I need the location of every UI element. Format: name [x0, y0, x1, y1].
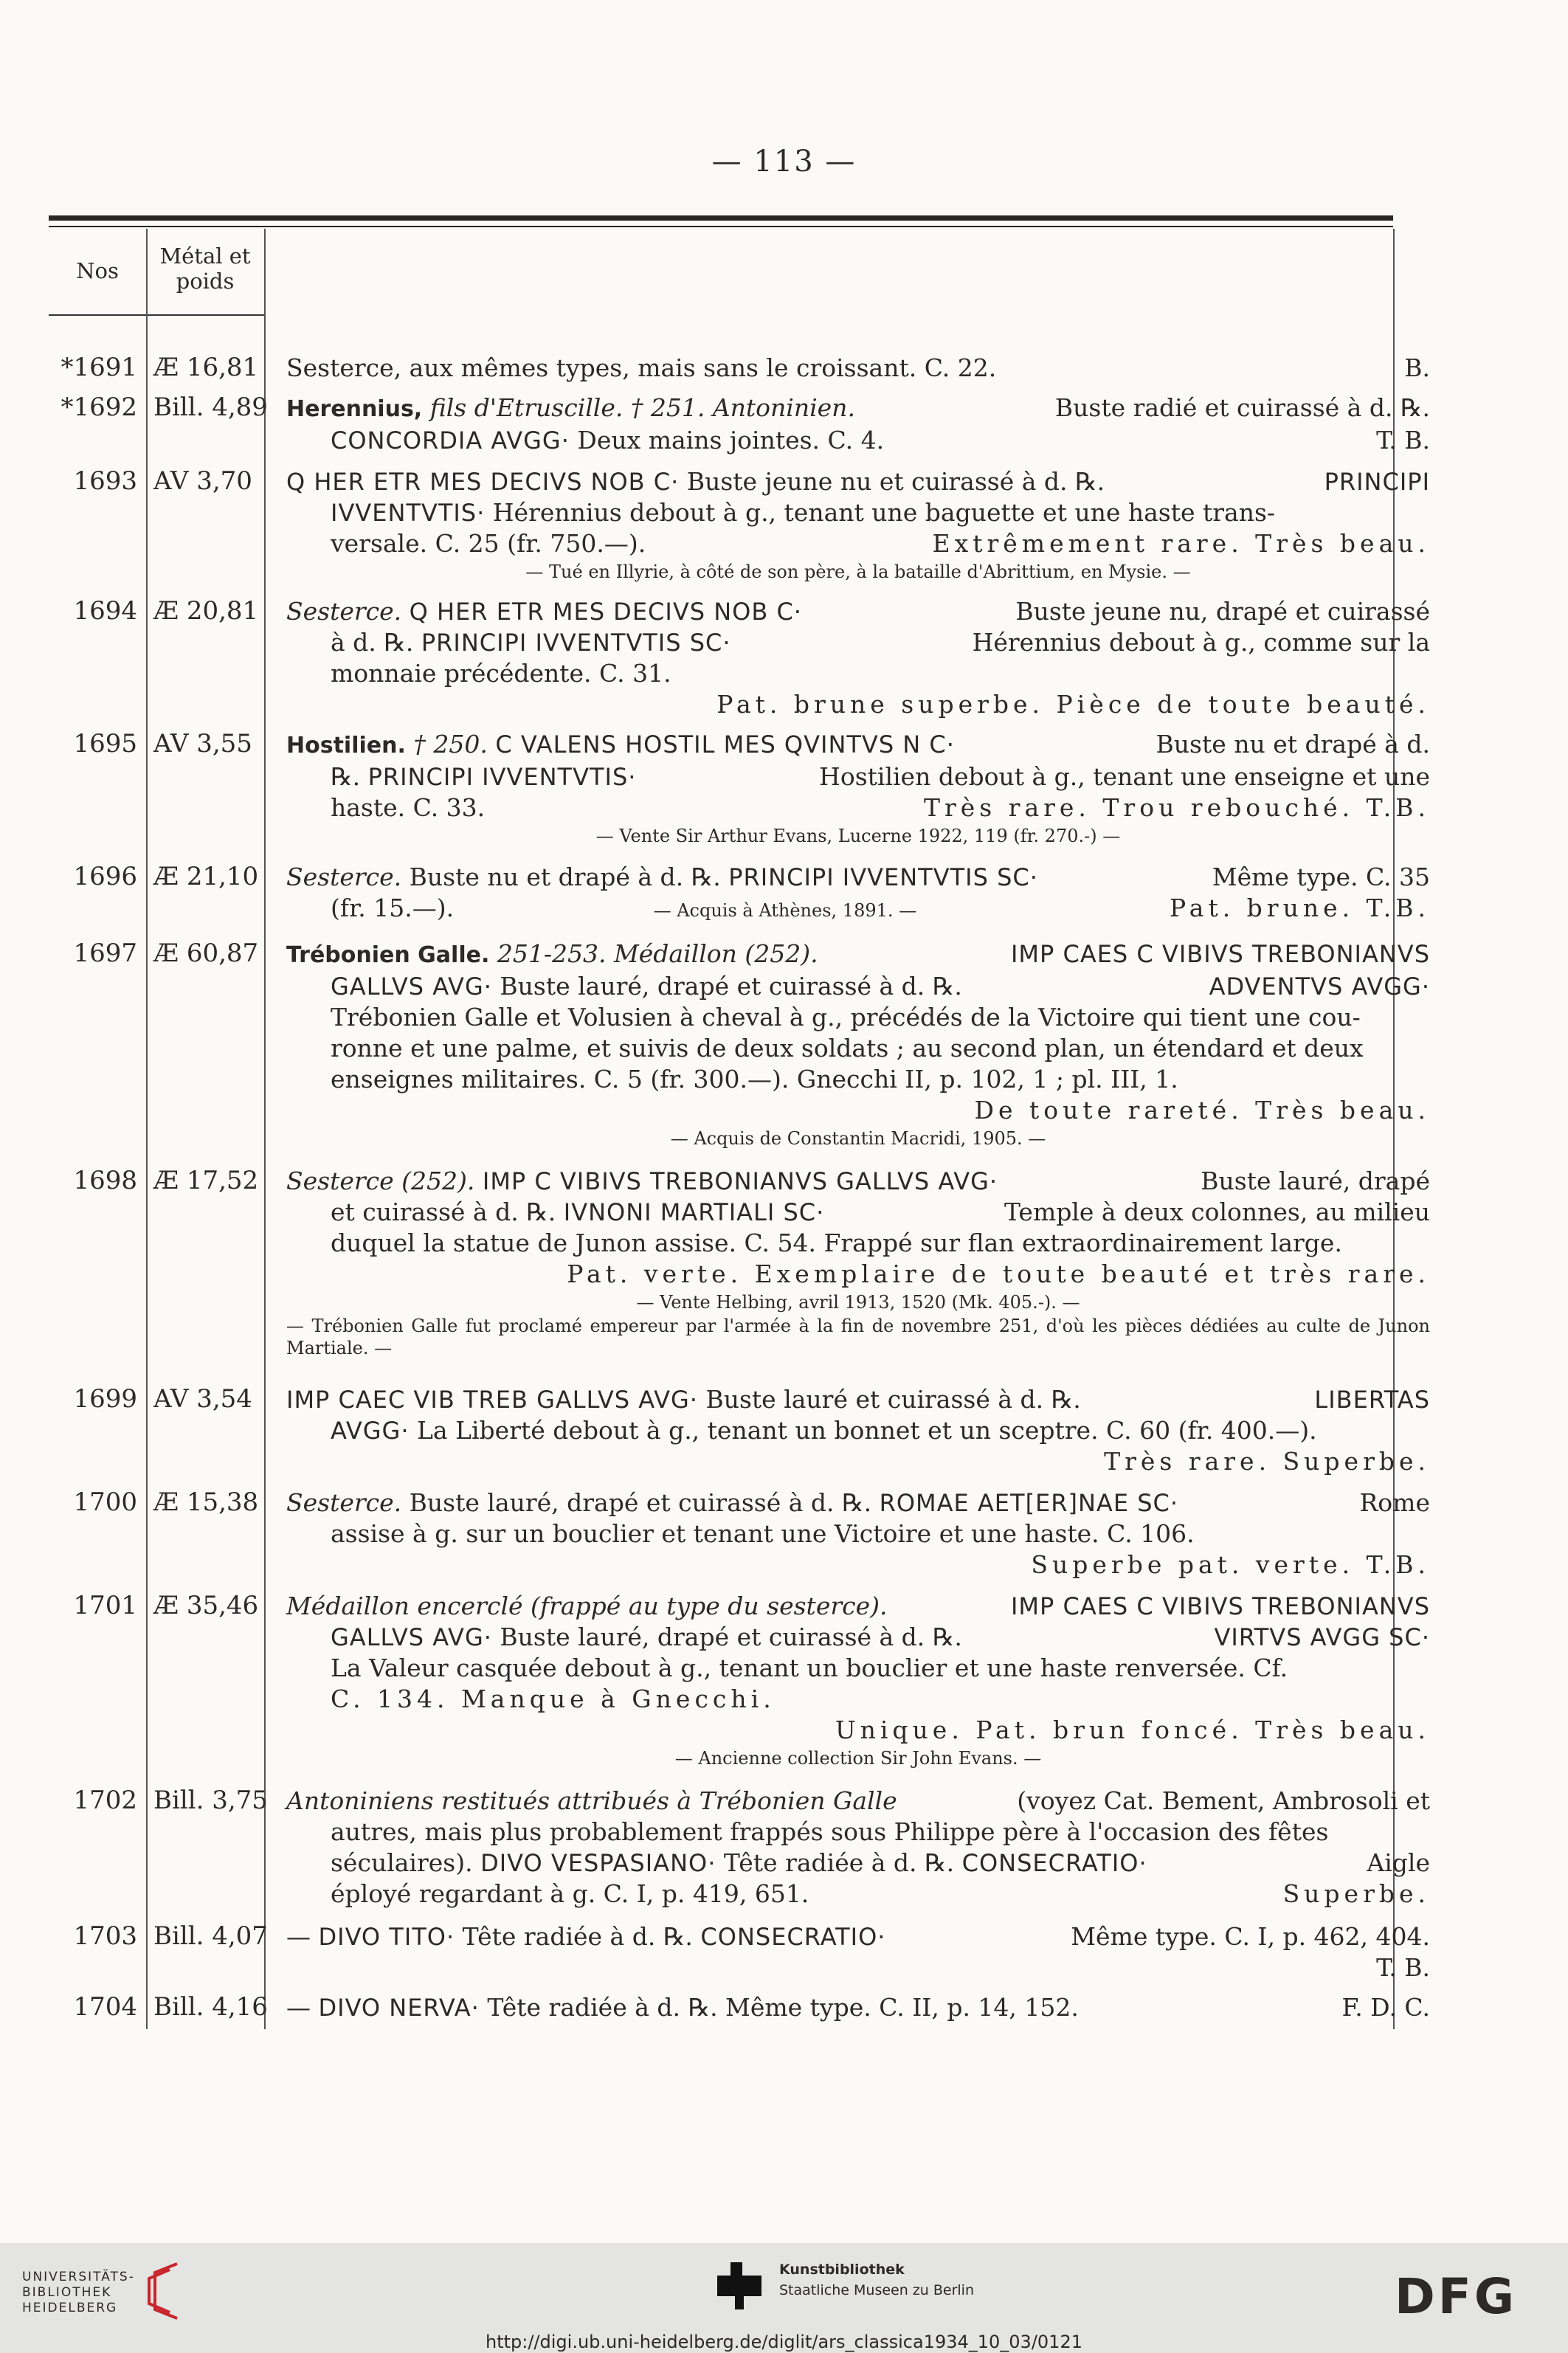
provenance-note: — Ancienne collection Sir John Evans. —	[674, 1748, 1042, 1769]
legend: PRINCIPI IVVENTVTIS·	[367, 763, 637, 791]
desc-text: Tête radiée à d. ℞.	[723, 1848, 955, 1877]
legend: DIVO VESPASIANO·	[480, 1849, 716, 1877]
footer-bar	[0, 2243, 1568, 2353]
legend: PRINCIPI IVVENTVTIS SC·	[728, 863, 1038, 891]
entry-description	[286, 1488, 1430, 1580]
entry-metal: Æ 20,81	[153, 596, 259, 626]
desc-text: assise à g. sur un bouclier et tenant une Victoire et une haste. C. 106.	[331, 1519, 1195, 1548]
desc-text: La Valeur casquée debout à g., tenant un bouclier et une haste renversée. Cf.	[331, 1654, 1288, 1682]
legend: GALLVS AVG·	[331, 1623, 492, 1651]
desc-text: Buste lauré et cuirassé à d. ℞.	[705, 1385, 1081, 1414]
grade: Superbe.	[1282, 1879, 1430, 1908]
grade: Extrêmement rare. Très beau.	[932, 529, 1430, 558]
header-underline	[49, 314, 265, 316]
entry-metal: Æ 35,46	[153, 1591, 259, 1620]
dfg-logo: DFG	[1395, 2268, 1518, 2325]
column-header-metal	[146, 243, 264, 294]
entry-description	[286, 862, 1430, 924]
desc-text: autres, mais plus probablement frappés sous Philippe père à l'occasion des fêtes	[331, 1817, 1329, 1846]
entry-metal: Bill. 3,75	[153, 1786, 268, 1815]
desc-italic: Antoniniens restitués attribués à Trébonien Galle	[286, 1786, 897, 1815]
entry-description	[286, 596, 1430, 720]
entry-metal: Æ 17,52	[153, 1166, 259, 1195]
desc-italic: Sesterce.	[286, 863, 402, 891]
desc-text: (voyez Cat. Bement, Ambrosoli et	[1017, 1786, 1430, 1815]
provenance-note: — Vente Helbing, avril 1913, 1520 (Mk. 405.-). —	[636, 1292, 1080, 1313]
desc-italic: fils d'Etruscille. † 251. Antoninien.	[429, 393, 855, 422]
desc-text: —	[286, 1993, 311, 2022]
legend: PRINCIPI	[1324, 468, 1430, 496]
desc-text: Trébonien Galle et Volusien à cheval à g., précédés de la Victoire qui tient une cou-	[331, 1003, 1361, 1032]
desc-text: Buste nu et drapé à d. ℞.	[409, 863, 721, 891]
entry-number: 1701	[73, 1591, 137, 1620]
entry-number: 1699	[73, 1384, 137, 1414]
legend: C VALENS HOSTIL MES QVINTVS N C·	[495, 730, 955, 759]
desc-text: Aigle	[1367, 1848, 1430, 1877]
header-rule-thin	[49, 226, 1393, 227]
entry-description	[286, 939, 1430, 1151]
entry-metal: Bill. 4,89	[153, 393, 268, 422]
entry-number: 1696	[73, 862, 137, 891]
desc-text: Buste lauré, drapé et cuirassé à d. ℞.	[500, 1623, 962, 1651]
entry-number: 1703	[73, 1921, 137, 1951]
desc-text: (fr. 15.—).	[331, 894, 455, 922]
column-divider	[146, 229, 148, 2029]
desc-text: Rome	[1359, 1488, 1430, 1517]
entry-metal: Æ 21,10	[153, 862, 259, 891]
grade: Superbe pat. verte. T.B.	[1031, 1550, 1430, 1579]
grade: Pat. verte. Exemplaire de toute beauté et très rare.	[567, 1260, 1430, 1288]
column-divider	[264, 229, 266, 2029]
legend: ROMAE AET[ER]NAE SC·	[879, 1489, 1179, 1517]
provenance-note: — Vente Sir Arthur Evans, Lucerne 1922, 119 (fr. 270.-) —	[595, 826, 1121, 846]
column-header-metal-line1: Métal et	[159, 243, 251, 269]
ruler-name: Hostilien.	[286, 733, 406, 759]
entry-number: 1698	[73, 1166, 137, 1195]
grade: F. D. C.	[1341, 1993, 1430, 2022]
desc-text: Hérennius debout à g., tenant une baguette et une haste trans-	[492, 498, 1276, 527]
legend: DIVO NERVA·	[318, 1994, 480, 2022]
desc-text: duquel la statue de Junon assise. C. 54. Frappé sur flan extraordinairement large.	[331, 1229, 1342, 1257]
legend: IMP CAES C VIBIVS TREBONIANVS	[1010, 940, 1430, 968]
desc-italic: † 250.	[413, 730, 488, 759]
desc-text: ℞.	[331, 762, 361, 791]
legend: IMP CAEC VIB TREB GALLVS AVG·	[286, 1386, 698, 1414]
desc-text: Hérennius debout à g., comme sur la	[972, 628, 1430, 657]
desc-text: Buste jeune nu et cuirassé à d. ℞.	[686, 467, 1105, 496]
grade: Très rare. Trou rebouché. T.B.	[923, 793, 1430, 822]
provenance-note: — Acquis de Constantin Macridi, 1905. —	[670, 1128, 1046, 1149]
desc-text: éployé regardant à g. C. I, p. 419, 651.	[331, 1879, 809, 1908]
entry-description	[286, 353, 1430, 384]
desc-text: Buste radié et cuirassé à d. ℞.	[1054, 393, 1430, 422]
entry-metal: Æ 60,87	[153, 939, 259, 968]
desc-text: versale. C. 25 (fr. 750.—).	[331, 529, 646, 558]
ruler-name: Trébonien Galle.	[286, 942, 490, 968]
desc-italic: Médaillon encerclé (frappé au type du sesterce).	[286, 1592, 888, 1620]
desc-italic: Sesterce.	[286, 1488, 402, 1517]
entry-number: 1694	[73, 596, 137, 626]
kb-subtitle: Staatliche Museen zu Berlin	[779, 2282, 975, 2298]
legend: CONSECRATIO·	[961, 1849, 1147, 1877]
grade: De toute rareté. Très beau.	[974, 1096, 1430, 1124]
kunstbibliothek-label	[779, 2259, 974, 2301]
header-rule	[49, 215, 1393, 221]
source-url[interactable]: http://digi.ub.uni-heidelberg.de/diglit/ars_classica1934_10_03/0121	[485, 2332, 1082, 2352]
entry-description	[286, 1786, 1430, 1910]
university-library-label	[22, 2270, 135, 2316]
desc-text: Buste jeune nu, drapé et cuirassé	[1015, 597, 1430, 626]
desc-text: monnaie précédente. C. 31.	[331, 659, 671, 688]
legend: IVNONI MARTIALI SC·	[563, 1198, 825, 1226]
desc-text: Tête radiée à d. ℞.	[462, 1922, 693, 1951]
entry-description	[286, 1992, 1430, 2023]
entry-description	[286, 466, 1430, 584]
heidelberg-logo-icon	[140, 2258, 184, 2323]
desc-text: La Liberté debout à g., tenant un bonnet et un sceptre. C. 60 (fr. 400.—).	[417, 1416, 1317, 1445]
desc-text: à d. ℞.	[331, 628, 414, 657]
desc-text: enseignes militaires. C. 5 (fr. 300.—). Gnecchi II, p. 102, 1 ; pl. III, 1.	[331, 1065, 1178, 1093]
desc-text: Sesterce, aux mêmes types, mais sans le croissant. C. 22.	[286, 353, 997, 382]
entry-description	[286, 393, 1430, 456]
page-number: — 113 —	[711, 145, 857, 179]
grade: Très rare. Superbe.	[1104, 1447, 1430, 1476]
desc-text: Deux mains jointes. C. 4.	[577, 426, 885, 455]
legend: CONSECRATIO·	[700, 1923, 886, 1951]
legend: VIRTVS AVGG SC·	[1214, 1623, 1430, 1651]
legend: CONCORDIA AVGG·	[331, 426, 570, 455]
entry-description	[286, 1384, 1430, 1477]
entry-metal: AV 3,55	[153, 729, 252, 759]
legend: IMP CAES C VIBIVS TREBONIANVS	[1010, 1592, 1430, 1620]
entry-metal: Bill. 4,07	[153, 1921, 268, 1951]
entry-metal: AV 3,54	[153, 1384, 252, 1414]
desc-text: et cuirassé à d. ℞.	[331, 1198, 556, 1226]
entry-metal: Bill. 4,16	[153, 1992, 268, 2022]
desc-text: —	[286, 1922, 311, 1951]
column-header-metal-line2: poids	[176, 269, 235, 294]
desc-text: Même type. C. I, p. 462, 404.	[1071, 1922, 1430, 1951]
legend: AVGG·	[331, 1417, 410, 1445]
grade: Pat. brune. T.B.	[1170, 894, 1430, 922]
desc-text: Buste lauré, drapé et cuirassé à d. ℞.	[500, 972, 962, 1001]
entry-description	[286, 1166, 1430, 1359]
desc-text: haste. C. 33.	[331, 793, 486, 822]
column-header-nos: Nos	[76, 258, 119, 283]
univ-line: BIBLIOTHEK	[22, 2285, 112, 2300]
historical-note: — Trébonien Galle fut proclamé empereur par l'armée à la fin de novembre 251, d'où les pièces dédiées au culte de Junon Martiale. —	[286, 1316, 1430, 1358]
desc-text: C. 134. Manque à Gnecchi.	[331, 1685, 776, 1713]
entry-description	[286, 1591, 1430, 1771]
grade: Pat. brune superbe. Pièce de toute beauté.	[716, 690, 1430, 719]
entry-number: *1691	[61, 353, 137, 382]
ruler-name: Herennius,	[286, 396, 423, 422]
legend: Q HER ETR MES DECIVS NOB C·	[409, 598, 802, 626]
entry-metal: Æ 15,38	[153, 1488, 259, 1517]
desc-text: Hostilien debout à g., tenant une enseigne et une	[819, 762, 1430, 791]
legend: PRINCIPI IVVENTVTIS SC·	[421, 629, 731, 657]
legend: IVVENTVTIS·	[331, 499, 486, 527]
desc-italic: Sesterce (252).	[286, 1167, 475, 1195]
entry-number: *1692	[61, 393, 137, 422]
entry-number: 1704	[73, 1992, 137, 2022]
desc-text: Buste lauré, drapé	[1201, 1167, 1430, 1195]
grade: Unique. Pat. brun foncé. Très beau.	[835, 1715, 1430, 1744]
entry-description	[286, 1921, 1430, 1983]
desc-text: Buste lauré, drapé et cuirassé à d. ℞.	[409, 1488, 872, 1517]
entry-metal: AV 3,70	[153, 466, 252, 496]
desc-italic: Sesterce.	[286, 597, 402, 626]
entry-number: 1695	[73, 729, 137, 759]
kunstbibliothek-logo-icon	[717, 2262, 761, 2309]
entry-number: 1693	[73, 466, 137, 496]
legend: DIVO TITO·	[318, 1923, 455, 1951]
grade: T. B.	[1376, 1953, 1430, 1982]
desc-text: Temple à deux colonnes, au milieu	[1004, 1198, 1430, 1226]
entry-number: 1700	[73, 1488, 137, 1517]
legend: ADVENTVS AVGG·	[1209, 972, 1430, 1001]
desc-italic: 251-253. Médaillon (252).	[497, 939, 818, 968]
entry-number: 1697	[73, 939, 137, 968]
grade: B.	[1404, 353, 1430, 382]
legend: Q HER ETR MES DECIVS NOB C·	[286, 468, 680, 496]
desc-text: ronne et une palme, et suivis de deux soldats ; au second plan, un étendard et deux	[331, 1034, 1364, 1063]
provenance-note: — Tué en Illyrie, à côté de son père, à la bataille d'Abrittium, en Mysie. —	[525, 562, 1191, 582]
desc-text: Tête radiée à d. ℞. Même type. C. II, p. 14, 152.	[487, 1993, 1079, 2022]
univ-line: UNIVERSITÄTS-	[22, 2270, 135, 2284]
kb-title: Kunstbibliothek	[779, 2262, 905, 2278]
grade: T. B.	[1376, 426, 1430, 455]
entry-description	[286, 729, 1430, 849]
desc-text: Buste nu et drapé à d.	[1156, 730, 1430, 759]
entry-number: 1702	[73, 1786, 137, 1815]
univ-line: HEIDELBERG	[22, 2301, 118, 2315]
provenance-note: — Acquis à Athènes, 1891. —	[653, 900, 917, 921]
desc-text: séculaires).	[331, 1848, 473, 1877]
legend: LIBERTAS	[1314, 1386, 1430, 1414]
legend: GALLVS AVG·	[331, 972, 492, 1001]
desc-text: Même type. C. 35	[1212, 863, 1430, 891]
entry-metal: Æ 16,81	[153, 353, 259, 382]
legend: IMP C VIBIVS TREBONIANVS GALLVS AVG·	[482, 1167, 998, 1195]
